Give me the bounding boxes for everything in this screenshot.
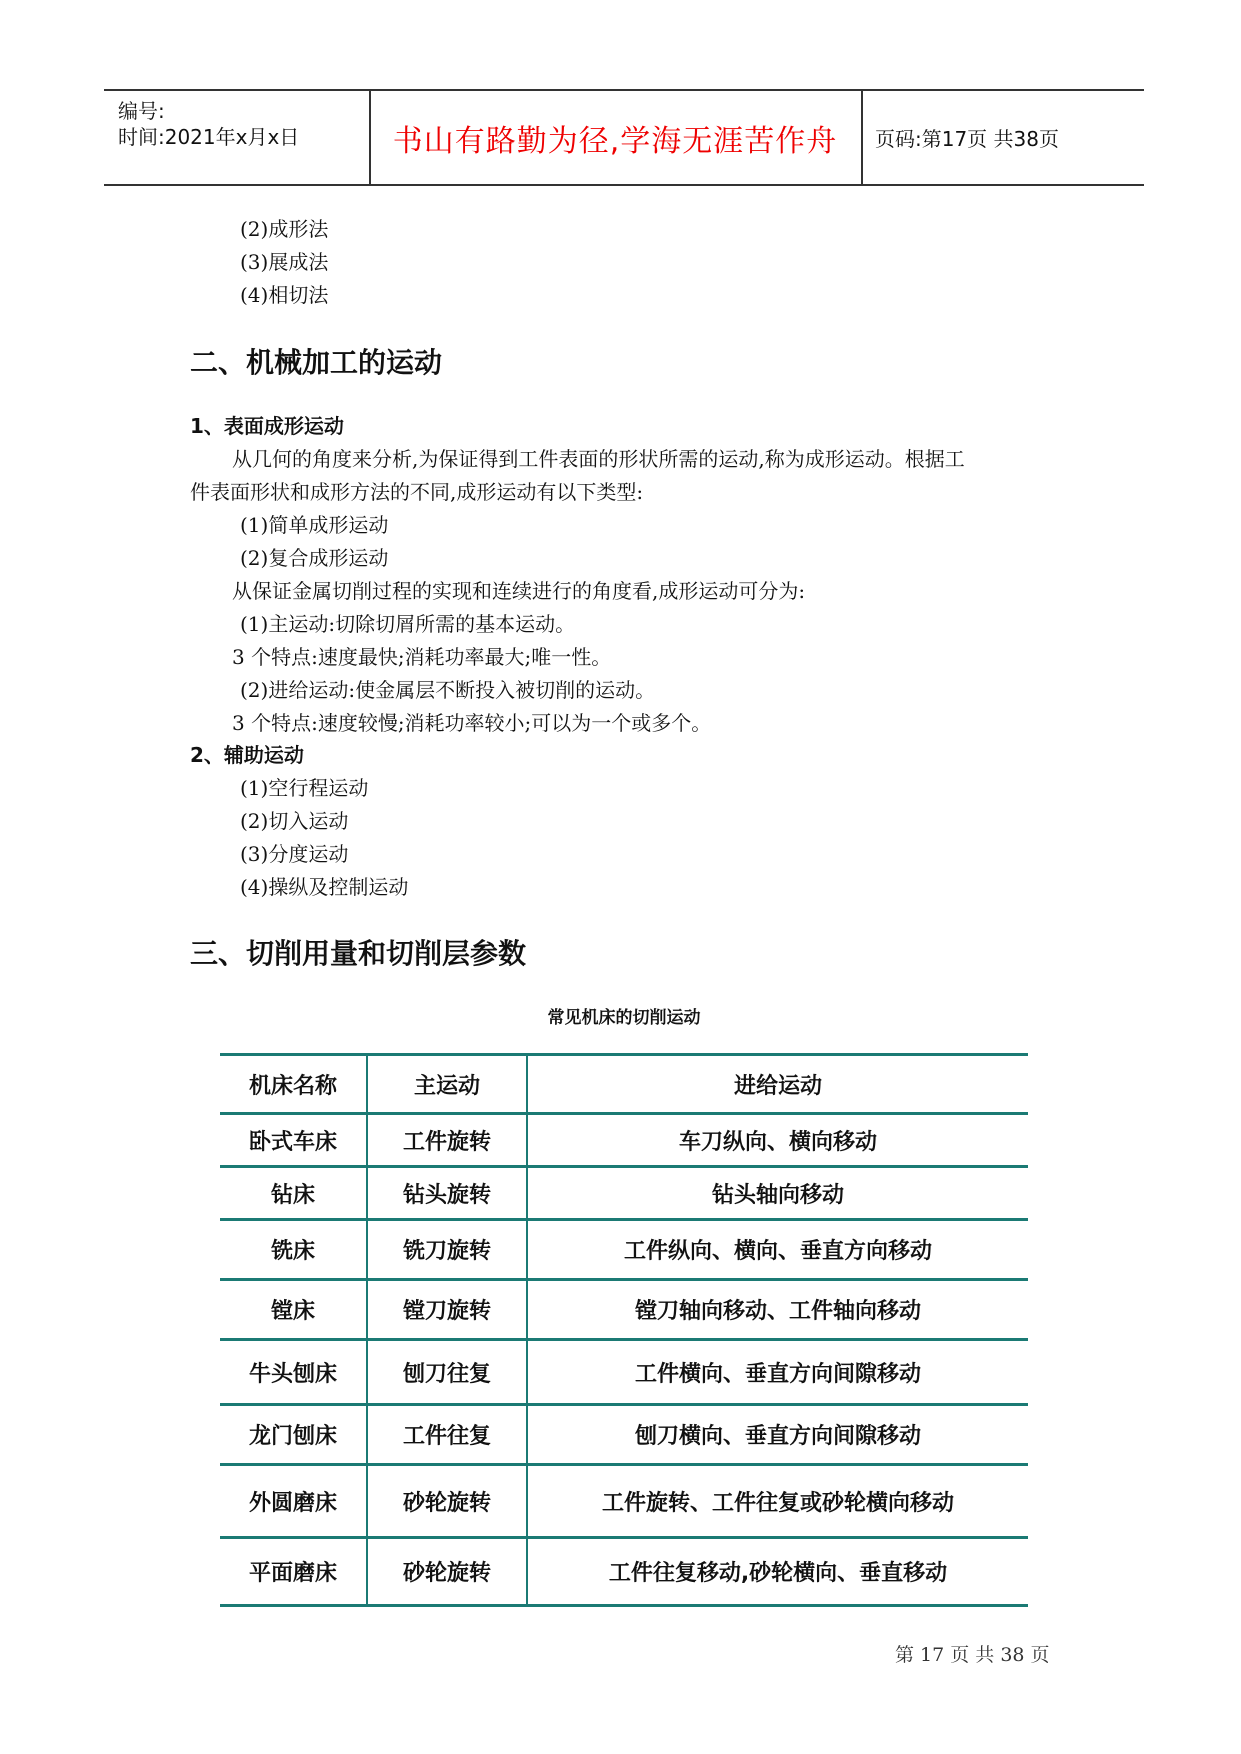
subsection-heading: 2、辅助运动 [190, 743, 304, 767]
table-cell: 工件往复移动,砂轮横向、垂直移动 [608, 1561, 948, 1586]
table-row [220, 1403, 1028, 1463]
table-caption: 常见机床的切削运动 [547, 1008, 701, 1028]
paragraph-line: 从几何的角度来分析,为保证得到工件表面的形状所需的运动,称为成形运动。根据工 [232, 447, 965, 471]
table-cell: 钻床 [220, 1168, 368, 1218]
table-cell: 龙门刨床 [220, 1406, 368, 1463]
table-cell: 工件旋转、工件往复或砂轮横向移动 [601, 1490, 954, 1516]
document-number-label: 编号: [118, 99, 165, 123]
table-cell: 钻头轴向移动 [711, 1182, 844, 1208]
intro-item: (4)相切法 [240, 283, 329, 307]
document-time-label: 时间:2021年x月x日 [118, 125, 300, 149]
table-row [220, 1218, 1028, 1278]
machine-tool-table [220, 1053, 1028, 1607]
table-cell: 铣刀旋转 [368, 1221, 528, 1278]
list-item: (3)分度运动 [240, 842, 349, 866]
table-cell: 砂轮旋转 [368, 1466, 528, 1536]
table-row [220, 1112, 1028, 1165]
table-cell: 镗刀旋转 [368, 1281, 528, 1338]
page-code-text: 页码:第17页 共38页 [875, 127, 1059, 151]
page-header [104, 89, 1144, 186]
list-item: (2)进给运动:使金属层不断投入被切削的运动。 [240, 678, 656, 702]
table-cell: 砂轮旋转 [368, 1539, 528, 1604]
table-row [220, 1536, 1028, 1607]
table-cell: 平面磨床 [220, 1539, 368, 1604]
intro-item: (2)成形法 [240, 217, 329, 241]
table-cell: 铣床 [220, 1221, 368, 1278]
table-header-cell: 机床名称 [220, 1056, 368, 1112]
table-cell: 刨刀横向、垂直方向间隙移动 [634, 1424, 921, 1449]
list-item: (2)复合成形运动 [240, 546, 389, 570]
list-item: (4)操纵及控制运动 [240, 875, 409, 899]
table-header-cell: 进给运动 [733, 1073, 822, 1099]
table-cell: 工件往复 [368, 1406, 528, 1463]
table-row [220, 1338, 1028, 1403]
paragraph-line: 件表面形状和成形方法的不同,成形运动有以下类型: [190, 480, 644, 504]
table-cell: 牛头刨床 [220, 1341, 368, 1403]
table-header-row [220, 1053, 1028, 1112]
table-cell: 外圆磨床 [220, 1466, 368, 1536]
list-item: (1)简单成形运动 [240, 513, 389, 537]
table-cell: 卧式车床 [220, 1115, 368, 1165]
list-item: (1)空行程运动 [240, 776, 369, 800]
table-cell: 刨刀往复 [368, 1341, 528, 1403]
paragraph-line: 从保证金属切削过程的实现和连续进行的角度看,成形运动可分为: [232, 579, 806, 603]
header-page-cell [861, 91, 1144, 184]
table-cell: 工件旋转 [368, 1115, 528, 1165]
intro-item: (3)展成法 [240, 250, 329, 274]
table-cell: 工件纵向、横向、垂直方向移动 [623, 1239, 932, 1264]
table-row [220, 1278, 1028, 1338]
header-info-cell [104, 91, 371, 184]
paragraph-line: 3 个特点:速度最快;消耗功率最大;唯一性。 [232, 645, 612, 669]
table-cell: 镗刀轴向移动、工件轴向移动 [634, 1299, 921, 1324]
table-row [220, 1463, 1028, 1536]
table-cell: 工件横向、垂直方向间隙移动 [634, 1361, 921, 1387]
table-cell: 车刀纵向、横向移动 [678, 1129, 877, 1155]
page-footer: 第 17 页 共 38 页 [895, 1644, 1050, 1666]
header-motto-cell [369, 91, 863, 184]
table-cell: 钻头旋转 [368, 1168, 528, 1218]
paragraph-line: 3 个特点:速度较慢;消耗功率较小;可以为一个或多个。 [232, 711, 712, 735]
table-cell: 镗床 [220, 1281, 368, 1338]
motto-text: 书山有路勤为径,学海无涯苦作舟 [392, 123, 838, 159]
section-heading: 三、切削用量和切削层参数 [190, 937, 527, 970]
table-header-cell: 主运动 [368, 1056, 528, 1112]
list-item: (2)切入运动 [240, 809, 349, 833]
subsection-heading: 1、表面成形运动 [190, 414, 344, 438]
section-heading: 二、机械加工的运动 [190, 346, 443, 379]
table-row [220, 1165, 1028, 1218]
list-item: (1)主运动:切除切屑所需的基本运动。 [240, 612, 576, 636]
